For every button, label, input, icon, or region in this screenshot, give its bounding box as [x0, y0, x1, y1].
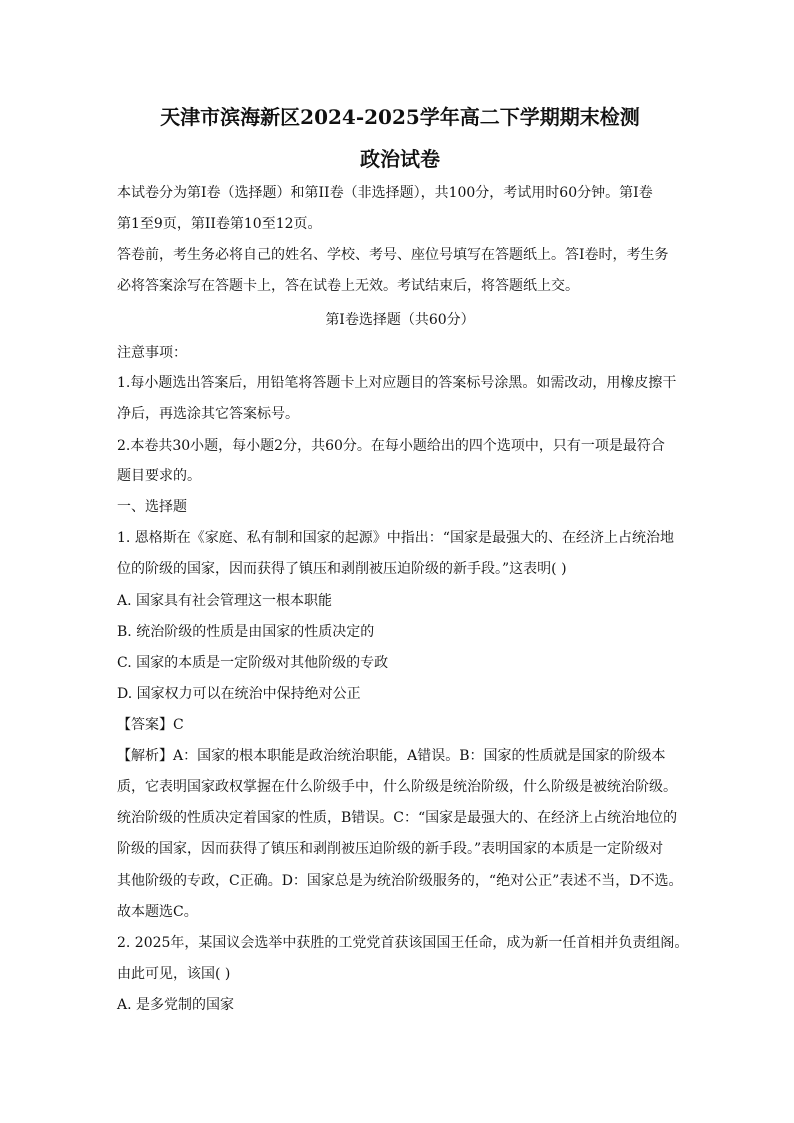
- intro-line: 第1至9页，第II卷第10至12页。: [117, 216, 322, 232]
- question-1-analysis: 阶级的国家，因而获得了镇压和剥削被压迫阶级的新手段。”表明国家的本质是一定阶级对: [117, 841, 664, 857]
- exam-title: 天津市滨海新区2024-2025学年高二下学期期末检测: [160, 105, 640, 129]
- notice-line: 净后，再选涂其它答案标号。: [117, 406, 299, 422]
- exam-subject-title: 政治试卷: [360, 147, 440, 171]
- question-1-stem: 位的阶级的国家，因而获得了镇压和剥削被压迫阶级的新手段。”这表明( ): [117, 561, 567, 577]
- question-1-analysis: 故本题选C。: [117, 904, 198, 920]
- section-heading: 第I卷选择题（共60分）: [325, 312, 475, 328]
- notice-line: 2.本卷共30小题，每小题2分，共60分。在每小题给出的四个选项中，只有一项是最符合: [117, 438, 665, 454]
- question-1-stem: 1. 恩格斯在《家庭、私有制和国家的起源》中指出：“国家是最强大的、在经济上占统治地: [117, 530, 674, 546]
- notice-line: 1.每小题选出答案后，用铅笔将答题卡上对应题目的答案标号涂黑。如需改动，用橡皮擦干: [117, 375, 677, 391]
- question-2-stem: 2. 2025年，某国议会选举中获胜的工党党首获该国国王任命，成为新一任首相并负责组阁。: [117, 935, 689, 951]
- intro-line: 答卷前，考生务必将自己的姓名、学校、考号、座位号填写在答题纸上。答I卷时，考生务: [117, 247, 669, 263]
- intro-line: 必将答案涂写在答题卡上，答在试卷上无效。考试结束后，将答题纸上交。: [117, 278, 579, 294]
- notice-heading: 注意事项：: [117, 345, 187, 361]
- question-1-option-c: C. 国家的本质是一定阶级对其他阶级的专政: [117, 655, 389, 671]
- question-1-answer: 【答案】C: [117, 717, 184, 733]
- question-1-option-a: A. 国家具有社会管理这一根本职能: [117, 593, 333, 609]
- question-1-analysis: 其他阶级的专政，C正确。D：国家总是为统治阶级服务的，“绝对公正”表述不当，D不选。: [117, 873, 683, 889]
- question-1-analysis: 【解析】A：国家的根本职能是政治统治职能，A错误。B：国家的性质就是国家的阶级本: [117, 748, 666, 764]
- question-1-analysis: 统治阶级的性质决定着国家的性质，B错误。C：“国家是最强大的、在经济上占统治地位的: [117, 810, 678, 826]
- intro-line: 本试卷分为第I卷（选择题）和第II卷（非选择题），共100分，考试用时60分钟。第I卷: [117, 185, 653, 201]
- question-1-option-d: D. 国家权力可以在统治中保持绝对公正: [117, 686, 361, 702]
- question-2-stem: 由此可见，该国( ): [117, 966, 231, 982]
- question-1-option-b: B. 统治阶级的性质是由国家的性质决定的: [117, 624, 375, 640]
- question-1-analysis: 质，它表明国家政权掌握在什么阶级手中，什么阶级是统治阶级，什么阶级是被统治阶级。: [117, 779, 677, 795]
- question-2-option-a: A. 是多党制的国家: [117, 997, 235, 1013]
- notice-line: 题目要求的。: [117, 468, 201, 484]
- part-heading: 一、选择题: [117, 499, 187, 515]
